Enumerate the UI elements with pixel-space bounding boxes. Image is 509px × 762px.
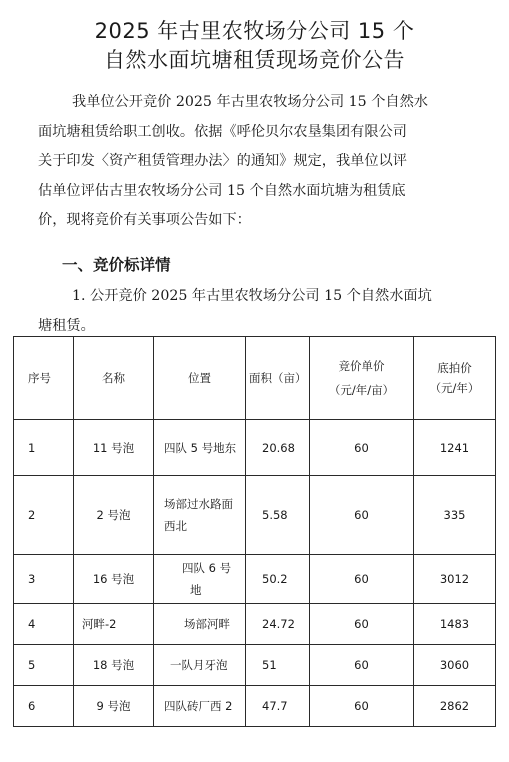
- cell-location: [154, 476, 246, 555]
- cell-unit-price: 60: [310, 686, 414, 727]
- pond-lease-table: [13, 336, 495, 727]
- item-1-line: 1. 公开竞价 2025 年古里农牧场分公司 15 个自然水面坑: [72, 288, 432, 304]
- intro-line: 关于印发〈资产租赁管理办法〉的通知》规定，我单位以评: [38, 153, 407, 169]
- header-unit-price: [310, 337, 414, 420]
- cell-reserve-price: 1241: [414, 420, 496, 476]
- header-name: 名称: [74, 337, 154, 420]
- cell-location-line-1: 四队砖厂西 2: [164, 699, 233, 713]
- cell-unit-price: 60: [310, 555, 414, 604]
- header-unit-price-line-2: （元/年/亩）: [328, 383, 395, 397]
- cell-reserve-price: 335: [414, 476, 496, 555]
- intro-line: 我单位公开竞价 2025 年古里农牧场分公司 15 个自然水: [72, 94, 428, 110]
- intro-line: 估单位评估古里农牧场分公司 15 个自然水面坑塘为租赁底: [38, 182, 406, 199]
- cell-area: 20.68: [246, 420, 310, 476]
- cell-location: [154, 645, 246, 686]
- header-area: 面积（亩）: [246, 337, 310, 420]
- header-seq: 序号: [14, 337, 74, 420]
- document-title-line-2: 自然水面坑塘租赁现场竞价公告: [104, 48, 405, 72]
- cell-location-line-1: 场部河畔: [184, 617, 230, 631]
- table-row: [14, 476, 496, 555]
- header-reserve-price: [414, 337, 496, 420]
- cell-name: 11 号泡: [74, 420, 154, 476]
- cell-location-line-1: 四队 5 号地东: [164, 440, 237, 455]
- cell-area: 51: [246, 645, 310, 686]
- cell-location: [154, 604, 246, 645]
- header-reserve-line-1: 底拍价: [437, 361, 472, 375]
- intro-line: 价，现将竞价有关事项公告如下：: [38, 212, 251, 228]
- document-title-line-1: 2025 年古里农牧场分公司 15 个: [94, 19, 415, 43]
- cell-reserve-price: 3012: [414, 555, 496, 604]
- cell-location-line-1: 一队月牙泡: [170, 658, 228, 672]
- cell-seq: 2: [14, 476, 74, 555]
- cell-unit-price: 60: [310, 420, 414, 476]
- cell-seq: 6: [14, 686, 74, 727]
- cell-name: 河畔-2: [74, 604, 154, 645]
- cell-location-line-2: 西北: [164, 519, 187, 533]
- cell-reserve-price: 2862: [414, 686, 496, 727]
- cell-seq: 4: [14, 604, 74, 645]
- section-heading: 一、竞价标详情: [62, 256, 171, 274]
- cell-unit-price: 60: [310, 645, 414, 686]
- cell-location-line-2: 地: [190, 583, 202, 597]
- item-1-paragraph: [38, 282, 478, 341]
- header-unit-price-line-1: 竞价单价: [338, 359, 385, 373]
- table-row: [14, 555, 496, 604]
- intro-line: 面坑塘租赁给职工创收。依据《呼伦贝尔农垦集团有限公司: [38, 123, 407, 140]
- table-row: [14, 604, 496, 645]
- cell-location-line-1: 场部过水路面: [164, 497, 233, 511]
- header-location: 位置: [154, 337, 246, 420]
- cell-location: [154, 686, 246, 727]
- cell-area: 5.58: [246, 476, 310, 555]
- cell-name: 18 号泡: [74, 645, 154, 686]
- header-reserve-line-2: （元/年）: [429, 381, 480, 395]
- cell-area: 24.72: [246, 604, 310, 645]
- cell-location: [154, 420, 246, 476]
- cell-location-line-1: 四队 6 号: [182, 561, 232, 575]
- table-row: [14, 686, 496, 727]
- cell-name: 16 号泡: [74, 555, 154, 604]
- cell-seq: 5: [14, 645, 74, 686]
- cell-location: [154, 555, 246, 604]
- cell-area: 47.7: [246, 686, 310, 727]
- cell-reserve-price: 3060: [414, 645, 496, 686]
- cell-name: 9 号泡: [74, 686, 154, 727]
- table-header-row: [14, 337, 496, 420]
- cell-seq: 3: [14, 555, 74, 604]
- cell-seq: 1: [14, 420, 74, 476]
- item-1-line: 塘租赁。: [38, 317, 95, 334]
- cell-unit-price: 60: [310, 476, 414, 555]
- cell-name: 2 号泡: [74, 476, 154, 555]
- table-row: [14, 420, 496, 476]
- intro-paragraph: [38, 88, 478, 236]
- cell-reserve-price: 1483: [414, 604, 496, 645]
- table-row: [14, 645, 496, 686]
- cell-unit-price: 60: [310, 604, 414, 645]
- cell-area: 50.2: [246, 555, 310, 604]
